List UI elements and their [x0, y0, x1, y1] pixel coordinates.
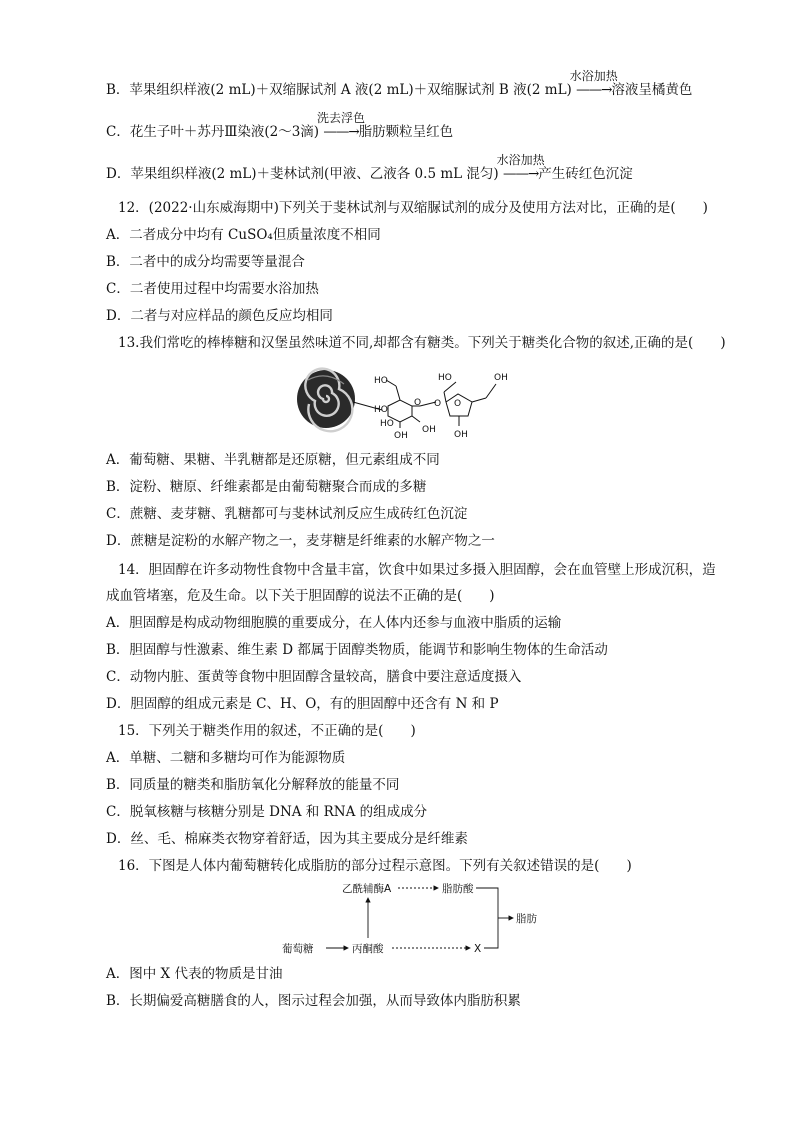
q13-option-c: C．蔗糖、麦芽糖、乳糖都可与斐林试剂反应生成砖红色沉淀	[106, 506, 468, 522]
svg-text:HO: HO	[438, 373, 452, 383]
q12-option-a: A．二者成分中均有 CuSO₄但质量浓度不相同	[106, 227, 381, 243]
fructose-ring	[444, 382, 496, 426]
q12-option-d: D．二者与对应样品的颜色反应均相同	[106, 308, 333, 324]
lollipop-sucrose-figure	[296, 362, 536, 440]
q14-option-d: D．胆固醇的组成元素是 C、H、O，有的胆固醇中还含有 N 和 P	[106, 696, 499, 712]
svg-text:O: O	[434, 399, 442, 409]
node-fat: 脂肪	[516, 913, 537, 925]
q12-option-b: B．二者中的成分均需要等量混合	[106, 254, 305, 270]
q13-option-d: D．蔗糖是淀粉的水解产物之一，麦芽糖是纤维素的水解产物之一	[106, 533, 495, 549]
q16-option-b: B．长期偏爱高糖膳食的人，图示过程会加强，从而导致体内脂肪积累	[106, 993, 521, 1009]
svg-text:O: O	[414, 398, 422, 408]
q16-option-a: A．图中 X 代表的物质是甘油	[106, 966, 283, 982]
q16-stem: 16．下图是人体内葡萄糖转化成脂肪的部分过程示意图。下列有关叙述错误的是( )	[118, 858, 632, 874]
q12-option-c: C．二者使用过程中均需要水浴加热	[106, 281, 319, 297]
q14-option-c: C．动物内脏、蛋黄等食物中胆固醇含量较高，膳食中要注意适度摄入	[106, 669, 522, 685]
reaction-arrow: 洗去浮色 ——→	[317, 111, 366, 140]
node-pyruvate: 丙酮酸	[352, 943, 384, 955]
q13-stem: 13.我们常吃的棒棒糖和汉堡虽然味道不同,却都含有糖类。下列关于糖类化合物的叙述,正确的是( )	[118, 335, 726, 351]
q14-option-b: B．胆固醇与性激素、维生素 D 都属于固醇类物质，能调节和影响生物体的生命活动	[106, 642, 608, 658]
svg-text:OH: OH	[394, 431, 408, 440]
q15-option-c: C．脱氧核糖与核糖分别是 DNA 和 RNA 的组成成分	[106, 804, 428, 820]
svg-text:HO: HO	[380, 419, 394, 429]
svg-text:O: O	[454, 399, 462, 409]
q12-stem: 12．(2022·山东威海期中)下列关于斐林试剂与双缩脲试剂的成分及使用方法对比，正确的是( )	[118, 200, 708, 216]
svg-text:OH: OH	[454, 430, 468, 440]
glucose-to-fat-diagram	[280, 878, 540, 958]
reaction-arrow: 水浴加热 ——→	[496, 153, 545, 182]
q11-option-d: D．苹果组织样液(2 mL)＋斐林试剂(甲液、乙液各 0.5 mL 混匀) 水浴加热 ——→产生砖红色沉淀	[106, 153, 633, 182]
svg-text:HO: HO	[374, 376, 388, 386]
svg-text:OH: OH	[422, 425, 436, 435]
node-fatty-acid: 脂肪酸	[442, 883, 474, 895]
lollipop-image	[297, 369, 355, 432]
q14-stem-line2: 成血管堵塞，危及生命。以下关于胆固醇的说法不正确的是( )	[106, 588, 495, 604]
q15-stem: 15．下列关于糖类作用的叙述，不正确的是( )	[118, 723, 416, 739]
q14-option-a: A．胆固醇是构成动物细胞膜的重要成分，在人体内还参与血液中脂质的运输	[106, 615, 562, 631]
node-x: X	[474, 943, 482, 955]
q15-option-d: D．丝、毛、棉麻类衣物穿着舒适，因为其主要成分是纤维素	[106, 831, 468, 847]
node-acetyl-coa: 乙酰辅酶A	[342, 883, 392, 895]
node-glucose: 葡萄糖	[282, 943, 314, 955]
q11-option-b: B．苹果组织样液(2 mL)＋双缩脲试剂 A 液(2 mL)＋双缩脲试剂 B 液(2 mL) 水浴加热 ——→溶液呈橘黄色	[106, 69, 693, 98]
q13-option-b: B．淀粉、糖原、纤维素都是由葡萄糖聚合而成的多糖	[106, 479, 427, 495]
q11-option-c: C．花生子叶＋苏丹Ⅲ染液(2～3滴) 洗去浮色 ——→脂肪颗粒呈红色	[106, 111, 454, 140]
svg-text:HO: HO	[374, 405, 388, 415]
q13-option-a: A．葡萄糖、果糖、半乳糖都是还原糖，但元素组成不同	[106, 452, 440, 468]
q15-option-b: B．同质量的糖类和脂肪氧化分解释放的能量不同	[106, 777, 400, 793]
q14-stem-line1: 14．胆固醇在许多动物性食物中含量丰富，饮食中如果过多摄入胆固醇，会在血管壁上形成沉积，造	[118, 562, 716, 578]
svg-text:OH: OH	[494, 373, 508, 383]
q15-option-a: A．单糖、二糖和多糖均可作为能源物质	[106, 750, 346, 766]
reaction-arrow: 水浴加热 ——→	[569, 69, 618, 98]
